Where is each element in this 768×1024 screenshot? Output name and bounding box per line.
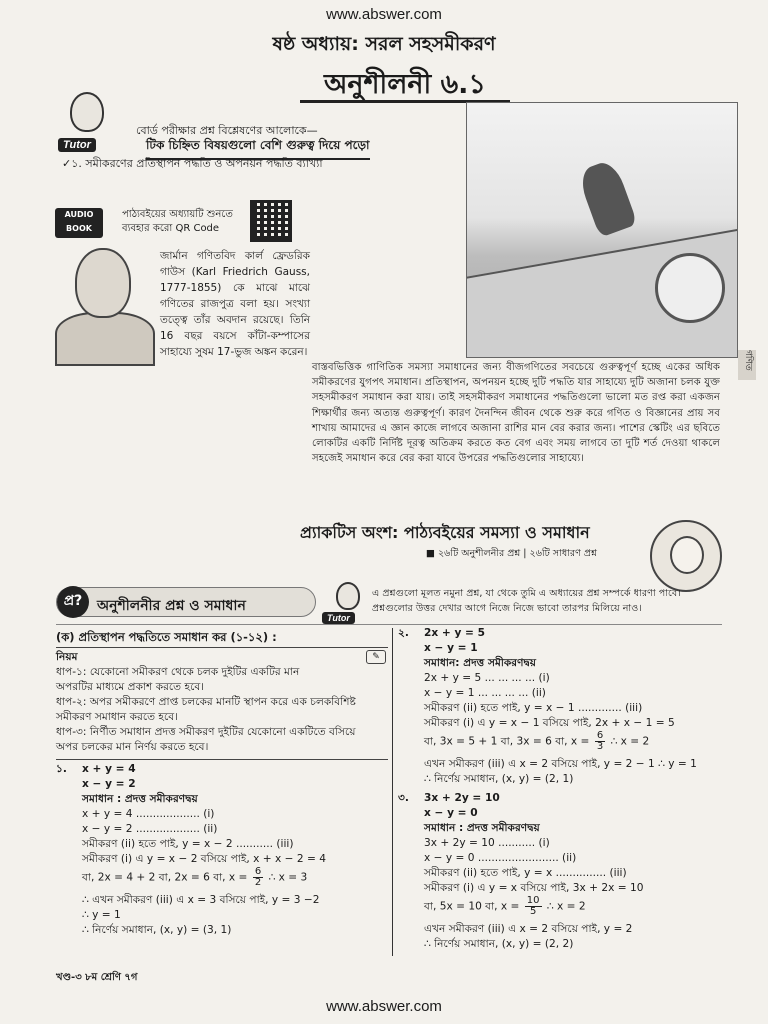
fraction-line xyxy=(56,867,388,893)
question-number: ২. xyxy=(398,627,409,639)
solution-line: ∴ নির্ণেয় সমাধান, (x, y) = (3, 1) xyxy=(82,924,232,936)
solution-line: x + y = 4 ................... (i) xyxy=(82,808,215,820)
equation: x − y = 1 xyxy=(424,642,478,654)
question-number: ১. xyxy=(56,763,67,775)
solution-line: সমীকরণ (i) এ y = x বসিয়ে পাই, 3x + 2x = 10 xyxy=(424,882,644,894)
fraction-numerator: 10 xyxy=(526,895,540,906)
tutor-badge-small: Tutor xyxy=(322,612,355,624)
site-watermark-bottom[interactable]: www.abswer.com xyxy=(326,998,442,1015)
pen-icon: ✎ xyxy=(366,650,386,664)
solution-line: সমীকরণ (i) এ y = x − 2 বসিয়ে পাই, x + x − 2 = 4 xyxy=(82,853,326,865)
solution-line: ∴ y = 1 xyxy=(82,909,121,921)
solution-line: 2x + y = 5 ... ... ... ... (i) xyxy=(424,672,550,684)
fraction-numerator: 6 xyxy=(596,730,604,741)
site-watermark-top[interactable]: www.abswer.com xyxy=(326,6,442,23)
gauss-portrait xyxy=(55,248,155,366)
qa-banner xyxy=(56,587,316,617)
fraction xyxy=(253,867,263,888)
question-2 xyxy=(398,626,728,787)
tutor-avatar-small xyxy=(322,582,374,624)
solution-line: সমীকরণ (i) এ y = x − 1 বসিয়ে পাই, 2x + x − 1 = 5 xyxy=(424,717,675,729)
left-column xyxy=(56,630,388,938)
rule-line: সমীকরণ সমাধান করতে হবে। xyxy=(56,711,178,723)
rule-line: ধাপ-১: যেকোনো সমীকরণ থেকে চলক দুইটির একটির মান xyxy=(56,666,300,678)
audio-book-text: পাঠ্যবইয়ের অধ্যায়টি শুনতে ব্যবহার করো QR Code xyxy=(122,209,233,234)
tutor-badge: Tutor xyxy=(58,138,96,152)
fraction xyxy=(525,896,542,917)
solution-line: সমীকরণ (ii) হতে পাই, y = x − 2 ........... (iii) xyxy=(82,838,294,850)
practice-subtitle: ■ ২৬টি অনুশীলনীর প্রশ্ন | ২৬টি সাধারণ প্রশ্ন xyxy=(426,548,597,559)
solution-line: সমীকরণ (ii) হতে পাই, y = x ............... (iii) xyxy=(424,867,627,879)
solution-line: x − y = 0 ........................ (ii) xyxy=(424,852,577,864)
column-divider xyxy=(392,628,393,956)
portrait-head xyxy=(75,248,131,318)
chapter-title: ষষ্ঠ অধ্যায়: সরল সহসমীকরণ xyxy=(272,33,496,55)
important-point-1: ✓১. সমীকরণের প্রতিস্থাপন পদ্ধতি ও অপনয়ন পদ্ধতি ব্যাখ্যা xyxy=(62,157,323,170)
fraction-line-result: ∴ x = 3 xyxy=(268,871,308,884)
rule-line: ধাপ-২: অপর সমীকরণে প্রাপ্ত চলকের মানটি স্থাপন করে এক চলকবিশিষ্ট xyxy=(56,696,356,708)
board-analysis-caption: বোর্ড পরীক্ষার প্রশ্ন বিশ্লেষণের আলোকে— xyxy=(136,124,318,137)
equation: x − y = 2 xyxy=(82,778,136,790)
question-1 xyxy=(56,759,388,938)
fraction-line xyxy=(398,896,728,922)
gauss-bio: জার্মান গণিতবিদ কার্ল ফ্রেডরিক গাউস (Karl Friedrich Gauss, 1777-1855) কে মাঝে মাঝে গণিতের রাজপুত্র বলা হয়। সংখ্যা তত্ত্বে তাঁর অবদান রয়েছে। তিনি 16 বছর বয়সে কাঁটা-কম্পাসের সাহায্যে সুষম 17-ভুজ অঙ্কন করেন। xyxy=(160,250,310,358)
solution-line: x − y = 1 ... ... ... ... (ii) xyxy=(424,687,546,699)
fraction xyxy=(595,731,605,752)
solution-line: ∴ নির্ণেয় সমাধান, (x, y) = (2, 1) xyxy=(424,773,574,785)
qa-title: অনুশীলনীর প্রশ্ন ও সমাধান xyxy=(97,598,246,614)
audio-book-badge: AUDIO BOOK xyxy=(55,208,103,238)
solution-line: ∴ এখন সমীকরণ (iii) এ x = 3 বসিয়ে পাই, y = 3 −2 xyxy=(82,894,320,906)
rule-line: অপরটির মাধ্যমে প্রকাশ করতে হবে। xyxy=(56,681,205,693)
fraction-line-text: বা, 2x = 4 + 2 বা, 2x = 6 বা, x = xyxy=(82,871,248,884)
section-divider xyxy=(56,624,722,625)
equation: x + y = 4 xyxy=(82,763,136,775)
question-bubble-icon: প্র? xyxy=(57,586,89,618)
fraction-numerator: 6 xyxy=(254,866,262,877)
fraction-line-text: বা, 5x = 10 বা, x = xyxy=(424,900,520,913)
right-column xyxy=(398,626,728,952)
section-heading: (ক) প্রতিস্থাপন পদ্ধতিতে সমাধান কর (১-১২) : xyxy=(56,630,277,644)
practice-title: প্র্যাকটিস অংশ: পাঠ্যবইয়ের সমস্যা ও সমাধান xyxy=(300,523,590,542)
fraction-denominator: 5 xyxy=(529,906,537,917)
rule-line: ধাপ-৩: নির্ণীত সমাধান প্রদত্ত সমীকরণ দুইটির যেকোনো একটিতে বসিয়ে xyxy=(56,726,356,738)
solution-line: সমীকরণ (ii) হতে পাই, y = x − 1 ............. (iii) xyxy=(424,702,643,714)
girl-reading-icon xyxy=(650,520,722,592)
solution-line: x − y = 2 ................... (ii) xyxy=(82,823,218,835)
solution-line: সমাধান : প্রদত্ত সমীকরণদ্বয় xyxy=(424,822,540,834)
fraction-denominator: 2 xyxy=(254,877,262,888)
equation: 3x + 2y = 10 xyxy=(424,792,500,804)
fraction-line-result: ∴ x = 2 xyxy=(546,900,586,913)
question-number: ৩. xyxy=(398,792,409,804)
rule-line: অপর চলকের মান নির্ণয় করতে হবে। xyxy=(56,741,209,753)
solution-line: সমাধান: প্রদত্ত সমীকরণদ্বয় xyxy=(424,657,537,669)
qr-code-icon[interactable] xyxy=(250,200,292,242)
fraction-line-result: ∴ x = 2 xyxy=(610,735,650,748)
equation: x − y = 0 xyxy=(424,807,478,819)
rules-label: নিয়ম xyxy=(56,651,78,663)
portrait-body xyxy=(55,312,155,366)
tutor-avatar-icon xyxy=(336,582,360,610)
photo-emblem xyxy=(655,253,725,323)
tutor-avatar xyxy=(50,92,132,152)
solution-line: 3x + 2y = 10 ........... (i) xyxy=(424,837,550,849)
rules-box xyxy=(56,647,388,755)
girl-face xyxy=(670,536,704,574)
solution-line: সমাধান : প্রদত্ত সমীকরণদ্বয় xyxy=(82,793,198,805)
tutor-note: এ প্রশ্নগুলো মূলত নমুনা প্রশ্ন, যা থেকে তুমি এ অধ্যায়ের প্রশ্ন সম্পর্কে ধারণা পাবে। প্রশ্নগুলোর উত্তর দেখার আগে নিজে নিজে ভাবো তারপর মিলিয়ে নাও। xyxy=(372,588,681,614)
question-3 xyxy=(398,791,728,952)
board-analysis-note: টিক চিহ্নিত বিষয়গুলো বেশি গুরুত্ব দিয়ে পড়ো xyxy=(146,137,370,160)
solution-line: এখন সমীকরণ (iii) এ x = 2 বসিয়ে পাই, y = 2 − 1 ∴ y = 1 xyxy=(424,758,697,770)
photo-skater xyxy=(576,158,638,237)
solution-line: এখন সমীকরণ (iii) এ x = 2 বসিয়ে পাই, y = 2 xyxy=(424,923,633,935)
skating-photo xyxy=(466,102,738,358)
solution-line: ∴ নির্ণেয় সমাধান, (x, y) = (2, 2) xyxy=(424,938,574,950)
exercise-title: অনুশীলনী ৬.১ xyxy=(324,69,486,100)
fraction-line xyxy=(398,731,728,757)
side-tab: গণিত xyxy=(738,350,756,380)
audio-book[interactable] xyxy=(55,198,117,240)
intro-paragraph: বাস্তবভিত্তিক গাণিতিক সমস্যা সমাধানের জন্য বীজগণিতের সবচেয়ে গুরুত্বপূর্ণ হচ্ছে একের অধিক সমীকরণের যুগপৎ সমাধান। প্রতিস্থাপন, অপনয়ন হচ্ছে দুটি পদ্ধতি যার সাহায্যে দুটি অজানা চলক যুক্ত সহসমীকরণ সমাধান করা যায়। তাই সহসমীকরণ সমাধানের পদ্ধতিগুলো ভালো মত রপ্ত করা একজন শিক্ষার্থীর জন্য অত্যন্ত গুরুত্বপূর্ণ। কারণ দৈনন্দিন জীবন থেকে শুরু করে গণিত ও বিজ্ঞানের প্রায় সব শাখায় আমাদের এ জ্ঞান কাজে লাগবে অজানা রাশির মান বের করার জন্য। পাশের স্কেটিং এর ছবিতে লোকটির একটি নির্দিষ্ট দূরত্ব অতিক্রম করতে কত বেগ এবং সময় লাগবে তা দুটি শর্ত দেওয়া থাকলে সহজেই সমাধান করে বের করা যাবে উপরের পদ্ধতিগুলোর সাহায্যে। xyxy=(312,362,720,465)
equation: 2x + y = 5 xyxy=(424,627,485,639)
page-footer: খণ্ড-৩ ৮ম শ্রেণি ৭গ xyxy=(56,972,138,983)
fraction-denominator: 3 xyxy=(596,741,604,752)
tutor-avatar-icon xyxy=(70,92,104,132)
fraction-line-text: বা, 3x = 5 + 1 বা, 3x = 6 বা, x = xyxy=(424,735,590,748)
